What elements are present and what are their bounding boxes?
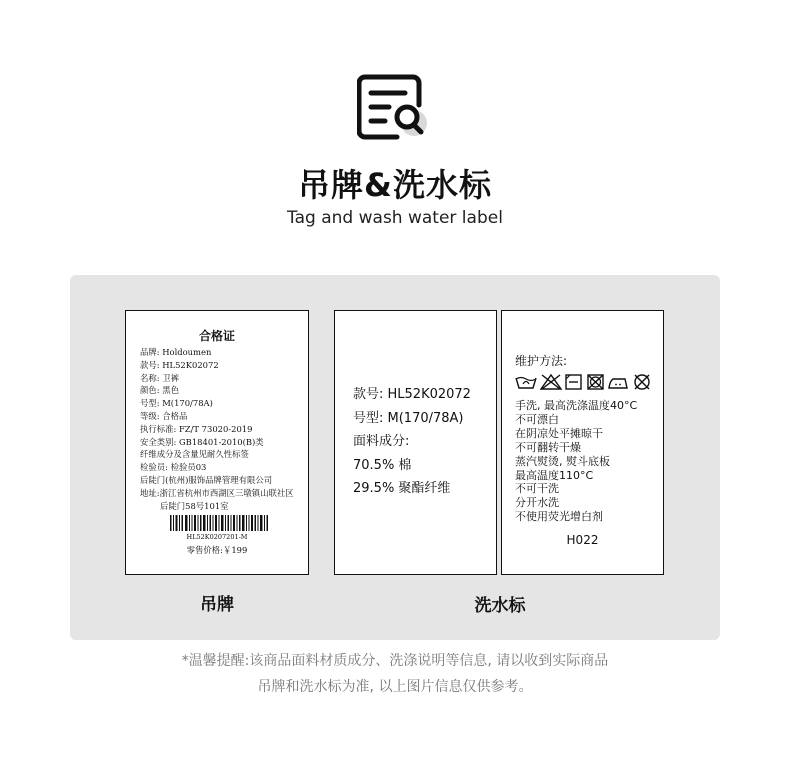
notice-line-2: 吊牌和洗水标为准, 以上图片信息仅供参考。 bbox=[257, 679, 533, 695]
care-line: 分开水洗 bbox=[515, 496, 559, 510]
wash-front-line: 29.5% 聚酯纤维 bbox=[353, 481, 451, 496]
wash-front-line: 面料成分: bbox=[353, 434, 410, 449]
no-bleach-icon bbox=[541, 375, 561, 389]
retail-price: 零售价格:￥199 bbox=[186, 545, 248, 555]
hangtag-lines bbox=[140, 346, 302, 512]
barcode-icon bbox=[170, 515, 268, 531]
hangtag-line: 等级: 合格品 bbox=[140, 410, 188, 421]
no-tumble-dry-icon bbox=[588, 375, 603, 389]
document-search-icon bbox=[357, 73, 437, 143]
care-line: 不可翻转干燥 bbox=[515, 440, 581, 454]
hangtag-line: 款号: HL52K02072 bbox=[140, 359, 219, 370]
barcode-number: HL52K0207201-M bbox=[186, 533, 248, 541]
wash-front-line: 款号: HL52K02072 bbox=[353, 387, 471, 402]
wash-front-line: 号型: M(170/78A) bbox=[353, 410, 464, 426]
hangtag-card bbox=[125, 310, 309, 575]
hangtag-line: 颜色: 黑色 bbox=[140, 385, 179, 396]
notice-line-1: *温馨提醒:该商品面料材质成分、洗涤说明等信息, 请以收到实际商品 bbox=[181, 653, 609, 669]
hangtag-line: 后陡门58号101室 bbox=[160, 500, 229, 511]
hangtag-line: 纤维成分及含量见耐久性标签 bbox=[140, 449, 249, 460]
hangtag-caption: 吊牌 bbox=[200, 595, 234, 615]
care-line: 蒸汽熨烫, 熨斗底板 bbox=[515, 454, 610, 468]
shade-dry-icon bbox=[566, 375, 581, 389]
care-line: 不可干洗 bbox=[515, 482, 559, 496]
hangtag-line: 安全类别: GB18401-2010(B)类 bbox=[140, 436, 264, 447]
hangtag-line: 号型: M(170/78A) bbox=[140, 398, 213, 409]
care-line: 手洗, 最高洗涤温度40°C bbox=[515, 399, 638, 412]
care-line: 不可漂白 bbox=[515, 412, 559, 426]
wash-label-back bbox=[501, 310, 664, 575]
wash-front-line: 70.5% 棉 bbox=[353, 457, 412, 473]
care-line: 不使用荧光增白剂 bbox=[515, 510, 603, 524]
hand-wash-icon bbox=[516, 378, 536, 389]
page-subtitle: Tag and wash water label bbox=[287, 208, 503, 228]
care-symbols bbox=[514, 373, 654, 391]
hangtag-line: 执行标准: FZ/T 73020-2019 bbox=[140, 423, 253, 434]
care-line: 在阴凉处平摊晾干 bbox=[515, 426, 603, 440]
page-title: 吊牌&洗水标 bbox=[298, 166, 492, 204]
care-heading: 维护方法: bbox=[515, 354, 568, 368]
no-dry-clean-icon bbox=[635, 375, 649, 389]
hangtag-line: 检验员: 检验员03 bbox=[140, 462, 207, 473]
hangtag-line: 品牌: Holdoumen bbox=[140, 347, 212, 357]
iron-medium-icon bbox=[609, 379, 627, 388]
hangtag-line: 后陡门(杭州)服饰品牌管理有限公司 bbox=[140, 474, 273, 485]
hangtag-line: 名称: 卫裤 bbox=[140, 372, 179, 383]
care-line: 最高温度110°C bbox=[515, 468, 594, 482]
hangtag-line: 地址:浙江省杭州市西湖区三墩镇山联社区 bbox=[140, 487, 294, 498]
label-panel bbox=[70, 275, 720, 640]
wash-label-front bbox=[334, 310, 497, 575]
hangtag-title: 合格证 bbox=[198, 329, 235, 343]
wash-label-caption: 洗水标 bbox=[474, 596, 526, 616]
label-code: H022 bbox=[566, 533, 599, 547]
